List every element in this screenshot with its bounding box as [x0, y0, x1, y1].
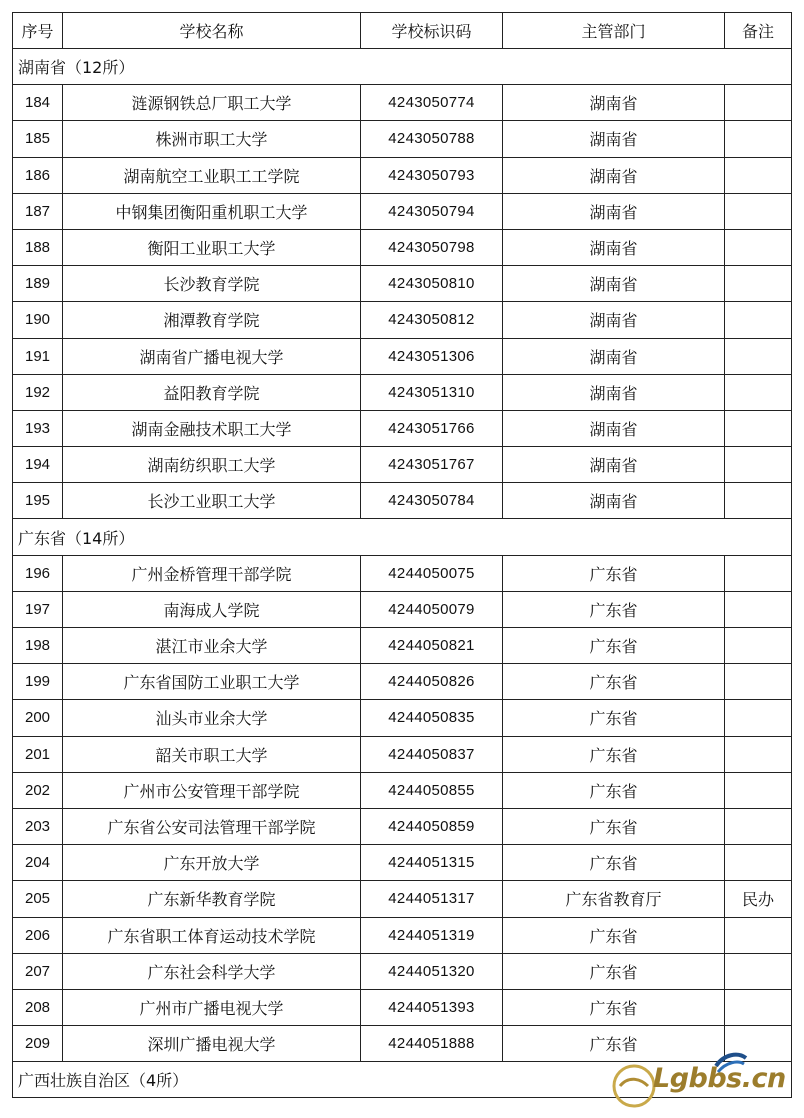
- cell-note: [725, 772, 792, 808]
- cell-note: [725, 193, 792, 229]
- cell-no: 191: [13, 338, 63, 374]
- cell-school-code: 4243050794: [361, 193, 503, 229]
- cell-school-name: 湖南金融技术职工大学: [63, 410, 361, 446]
- cell-no: 204: [13, 845, 63, 881]
- cell-no: 187: [13, 193, 63, 229]
- table-row: [13, 121, 792, 157]
- cell-school-code: 4244050079: [361, 591, 503, 627]
- cell-no: 184: [13, 85, 63, 121]
- table-row: [13, 338, 792, 374]
- cell-note: [725, 808, 792, 844]
- table-row: [13, 157, 792, 193]
- cell-school-code: 4244050837: [361, 736, 503, 772]
- cell-department: 广东省: [503, 808, 725, 844]
- cell-note: [725, 664, 792, 700]
- cell-school-code: 4244051317: [361, 881, 503, 917]
- cell-school-code: 4244050855: [361, 772, 503, 808]
- cell-school-code: 4244051315: [361, 845, 503, 881]
- cell-department: 广东省: [503, 555, 725, 591]
- cell-school-code: 4244051319: [361, 917, 503, 953]
- table-row: [13, 302, 792, 338]
- table-row: [13, 266, 792, 302]
- header-note: 备注: [725, 13, 792, 49]
- cell-department: 广东省: [503, 591, 725, 627]
- cell-department: 湖南省: [503, 302, 725, 338]
- table-row: [13, 555, 792, 591]
- cell-school-code: 4244051393: [361, 989, 503, 1025]
- cell-school-name: 湘潭教育学院: [63, 302, 361, 338]
- cell-department: 湖南省: [503, 157, 725, 193]
- table-row: [13, 628, 792, 664]
- cell-no: 199: [13, 664, 63, 700]
- cell-no: 202: [13, 772, 63, 808]
- cell-department: 湖南省: [503, 193, 725, 229]
- section-header-row: [13, 519, 792, 555]
- cell-no: 196: [13, 555, 63, 591]
- table-row: [13, 917, 792, 953]
- cell-note: [725, 628, 792, 664]
- cell-department: 湖南省: [503, 121, 725, 157]
- cell-no: 209: [13, 1026, 63, 1062]
- cell-school-code: 4243050774: [361, 85, 503, 121]
- cell-note: [725, 447, 792, 483]
- cell-department: 广东省教育厅: [503, 881, 725, 917]
- cell-school-name: 深圳广播电视大学: [63, 1026, 361, 1062]
- cell-no: 190: [13, 302, 63, 338]
- cell-note: [725, 989, 792, 1025]
- section-title: 广东省（14所）: [13, 519, 792, 555]
- cell-school-name: 湖南航空工业职工工学院: [63, 157, 361, 193]
- cell-department: 广东省: [503, 917, 725, 953]
- cell-department: 湖南省: [503, 229, 725, 265]
- table-row: [13, 483, 792, 519]
- cell-department: 广东省: [503, 845, 725, 881]
- table-row: [13, 953, 792, 989]
- table-row: [13, 989, 792, 1025]
- table-row: [13, 193, 792, 229]
- cell-note: [725, 229, 792, 265]
- cell-no: 200: [13, 700, 63, 736]
- cell-no: 206: [13, 917, 63, 953]
- table-row: [13, 85, 792, 121]
- table-row: [13, 664, 792, 700]
- cell-school-name: 南海成人学院: [63, 591, 361, 627]
- cell-department: 湖南省: [503, 374, 725, 410]
- cell-note: [725, 374, 792, 410]
- cell-note: [725, 266, 792, 302]
- table-body: [13, 49, 792, 1098]
- table-row: [13, 808, 792, 844]
- cell-school-code: 4244050859: [361, 808, 503, 844]
- cell-school-name: 广东省国防工业职工大学: [63, 664, 361, 700]
- cell-no: 195: [13, 483, 63, 519]
- cell-note: [725, 121, 792, 157]
- cell-note: [725, 736, 792, 772]
- cell-no: 197: [13, 591, 63, 627]
- cell-school-code: 4243051766: [361, 410, 503, 446]
- cell-school-name: 益阳教育学院: [63, 374, 361, 410]
- cell-no: 207: [13, 953, 63, 989]
- cell-department: 湖南省: [503, 266, 725, 302]
- cell-note: [725, 410, 792, 446]
- cell-department: 广东省: [503, 628, 725, 664]
- cell-department: 广东省: [503, 1026, 725, 1062]
- cell-no: 189: [13, 266, 63, 302]
- table-row: [13, 410, 792, 446]
- cell-school-code: 4243050793: [361, 157, 503, 193]
- cell-no: 193: [13, 410, 63, 446]
- cell-school-name: 湛江市业余大学: [63, 628, 361, 664]
- cell-school-name: 中钢集团衡阳重机职工大学: [63, 193, 361, 229]
- cell-note: [725, 555, 792, 591]
- cell-school-code: 4244051888: [361, 1026, 503, 1062]
- cell-school-name: 衡阳工业职工大学: [63, 229, 361, 265]
- cell-no: 194: [13, 447, 63, 483]
- cell-school-name: 广州市公安管理干部学院: [63, 772, 361, 808]
- cell-school-name: 韶关市职工大学: [63, 736, 361, 772]
- cell-note: [725, 338, 792, 374]
- table-row: [13, 700, 792, 736]
- cell-note: [725, 591, 792, 627]
- section-header-row: [13, 49, 792, 85]
- cell-school-name: 长沙教育学院: [63, 266, 361, 302]
- cell-school-name: 涟源钢铁总厂职工大学: [63, 85, 361, 121]
- table-row: [13, 772, 792, 808]
- header-school-code: 学校标识码: [361, 13, 503, 49]
- section-title: 广西壮族自治区（4所）: [13, 1062, 792, 1098]
- cell-school-name: 广州金桥管理干部学院: [63, 555, 361, 591]
- cell-department: 广东省: [503, 989, 725, 1025]
- cell-school-code: 4244050821: [361, 628, 503, 664]
- cell-school-name: 广东省公安司法管理干部学院: [63, 808, 361, 844]
- cell-school-code: 4243051306: [361, 338, 503, 374]
- header-department: 主管部门: [503, 13, 725, 49]
- cell-no: 185: [13, 121, 63, 157]
- cell-school-name: 广东社会科学大学: [63, 953, 361, 989]
- cell-school-code: 4243050784: [361, 483, 503, 519]
- cell-no: 201: [13, 736, 63, 772]
- cell-school-code: 4244051320: [361, 953, 503, 989]
- cell-note: [725, 483, 792, 519]
- cell-school-name: 湖南省广播电视大学: [63, 338, 361, 374]
- cell-note: [725, 157, 792, 193]
- table-row: [13, 736, 792, 772]
- cell-school-code: 4243050798: [361, 229, 503, 265]
- cell-school-name: 广东开放大学: [63, 845, 361, 881]
- table-row: [13, 374, 792, 410]
- cell-school-name: 广州市广播电视大学: [63, 989, 361, 1025]
- table-row: [13, 229, 792, 265]
- cell-note: 民办: [725, 881, 792, 917]
- cell-school-code: 4244050835: [361, 700, 503, 736]
- cell-school-code: 4244050075: [361, 555, 503, 591]
- cell-no: 192: [13, 374, 63, 410]
- cell-school-code: 4243050788: [361, 121, 503, 157]
- cell-no: 198: [13, 628, 63, 664]
- cell-school-name: 长沙工业职工大学: [63, 483, 361, 519]
- cell-department: 湖南省: [503, 410, 725, 446]
- cell-school-name: 广东省职工体育运动技术学院: [63, 917, 361, 953]
- cell-department: 湖南省: [503, 85, 725, 121]
- cell-school-code: 4243050812: [361, 302, 503, 338]
- cell-no: 186: [13, 157, 63, 193]
- header-school-name: 学校名称: [63, 13, 361, 49]
- cell-note: [725, 953, 792, 989]
- table-row: [13, 591, 792, 627]
- cell-school-code: 4243051310: [361, 374, 503, 410]
- cell-no: 205: [13, 881, 63, 917]
- cell-school-name: 湖南纺织职工大学: [63, 447, 361, 483]
- header-no: 序号: [13, 13, 63, 49]
- cell-note: [725, 845, 792, 881]
- cell-department: 湖南省: [503, 447, 725, 483]
- watermark-text: Lgbbs.cn: [653, 1063, 786, 1094]
- cell-department: 广东省: [503, 700, 725, 736]
- cell-department: 广东省: [503, 664, 725, 700]
- table-row: [13, 881, 792, 917]
- cell-school-code: 4243051767: [361, 447, 503, 483]
- cell-no: 203: [13, 808, 63, 844]
- section-title: 湖南省（12所）: [13, 49, 792, 85]
- cell-department: 广东省: [503, 736, 725, 772]
- cell-school-name: 汕头市业余大学: [63, 700, 361, 736]
- cell-note: [725, 85, 792, 121]
- cell-school-code: 4243050810: [361, 266, 503, 302]
- table-header-row: [13, 13, 792, 49]
- cell-no: 188: [13, 229, 63, 265]
- school-list-table: [12, 12, 792, 1098]
- table-row: [13, 845, 792, 881]
- cell-department: 湖南省: [503, 338, 725, 374]
- cell-school-code: 4244050826: [361, 664, 503, 700]
- cell-note: [725, 302, 792, 338]
- cell-school-name: 株洲市职工大学: [63, 121, 361, 157]
- cell-department: 广东省: [503, 772, 725, 808]
- cell-department: 湖南省: [503, 483, 725, 519]
- cell-no: 208: [13, 989, 63, 1025]
- cell-school-name: 广东新华教育学院: [63, 881, 361, 917]
- cell-note: [725, 700, 792, 736]
- cell-note: [725, 917, 792, 953]
- table-row: [13, 447, 792, 483]
- cell-department: 广东省: [503, 953, 725, 989]
